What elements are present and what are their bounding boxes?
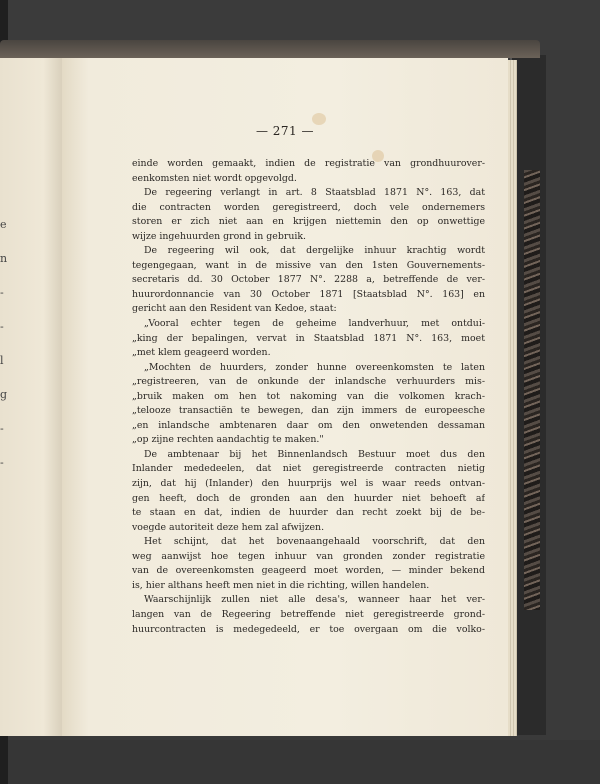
text-line: gericht aan den Resident van Kedoe, staat: [132, 303, 337, 315]
text-line: De ambtenaar bij het Binnenlandsch Bestuur moet dus den [144, 448, 485, 460]
text-line: wijze ingehuurden grond in gebruik. [132, 230, 307, 242]
text-line: De regeering verlangt in art. 8 Staatsblad 1871 N°. 163, dat [144, 187, 485, 199]
left-page-letter: - [0, 422, 4, 435]
text-line: tegengegaan, want in de missive van den 1sten Gouvernements- [132, 259, 485, 271]
text-line: Waarschijnlijk zullen niet alle desa's, wanneer haar het ver- [144, 594, 485, 606]
book-spine-top [0, 40, 540, 58]
left-page-letter: e [0, 218, 7, 231]
text-line: „Vooral echter tegen de geheime landverhuur, met ontdui- [144, 318, 485, 330]
text-line: gen heeft, doch de gronden aan den huurder niet behoeft af [132, 492, 485, 504]
text-line: „op zijne rechten aandachtig te maken." [132, 434, 324, 446]
text-line: langen van de Regeering betreffende niet geregistreerde grond- [132, 608, 485, 620]
left-page [0, 58, 63, 736]
left-page-letter: g [0, 388, 8, 401]
text-line: Inlander mededeelen, dat niet geregistreerde contracten nietig [132, 463, 485, 475]
text-line: „met klem geageerd worden. [132, 347, 271, 359]
left-page-margin-letters [0, 208, 14, 480]
text-line: van de overeenkomsten geageerd moet worden, — minder bekend [132, 565, 485, 577]
text-line: „en inlandsche ambtenaren daar om den onwetenden dessaman [132, 419, 485, 431]
page-number: — 271 — [255, 124, 315, 138]
text-line: te staan en dat, indien de huurder dan recht zoekt bij de be- [132, 507, 485, 519]
text-line: storen er zich niet aan en krijgen niettemin den op onwettige [132, 216, 485, 228]
text-line: eenkomsten niet wordt opgevolgd. [132, 172, 297, 184]
text-line: „telooze transactiën te bewegen, dan zijn immers de europeesche [132, 405, 485, 417]
text-line: „registreeren, van de onkunde der inlandsche verhuurders mis- [132, 376, 485, 388]
text-line: einde worden gemaakt, indien de registratie van grondhuurover- [132, 158, 485, 169]
text-line: De regeering wil ook, dat dergelijke inhuur krachtig wordt [144, 245, 485, 257]
text-line: voegde autoriteit deze hem zal afwijzen. [132, 521, 325, 533]
left-page-letter: n [0, 252, 8, 265]
left-page-letter: - [0, 286, 4, 299]
text-line: „bruik maken om hen tot nakoming van die volkomen krach- [132, 390, 485, 402]
text-line: huurordonnancie van 30 October 1871 [Staatsblad N°. 163] en [132, 288, 485, 300]
marbled-endpaper [524, 170, 540, 610]
text-line: „king der bepalingen, vervat in Staatsblad 1871 N°. 163, moet [132, 332, 485, 344]
book-page [62, 58, 508, 736]
background-bottom [0, 740, 600, 784]
left-page-letter: - [0, 320, 4, 333]
text-line: die contracten worden geregistreerd, doch vele ondernemers [132, 201, 485, 213]
text-line: weg aanwijst hoe tegen inhuur van gronden zonder registratie [132, 550, 485, 562]
page-body-text [132, 157, 485, 637]
text-line: Het schijnt, dat het bovenaangehaald voorschrift, dat den [144, 536, 485, 548]
text-line: „Mochten de huurders, zonder hunne overeenkomsten te laten [144, 361, 485, 373]
text-line: is, hier althans heeft men niet in die richting, willen handelen. [132, 579, 430, 591]
text-line: zijn, dat hij (Inlander) den huurprijs wel is waar reeds ontvan- [132, 478, 485, 490]
text-line: huurcontracten is medegedeeld, er toe overgaan om die volko- [132, 623, 485, 635]
text-line: secretaris dd. 30 October 1877 N°. 2288 a, betreffende de ver- [132, 274, 485, 286]
left-page-letter: - [0, 456, 4, 469]
left-page-letter: l [0, 354, 4, 367]
